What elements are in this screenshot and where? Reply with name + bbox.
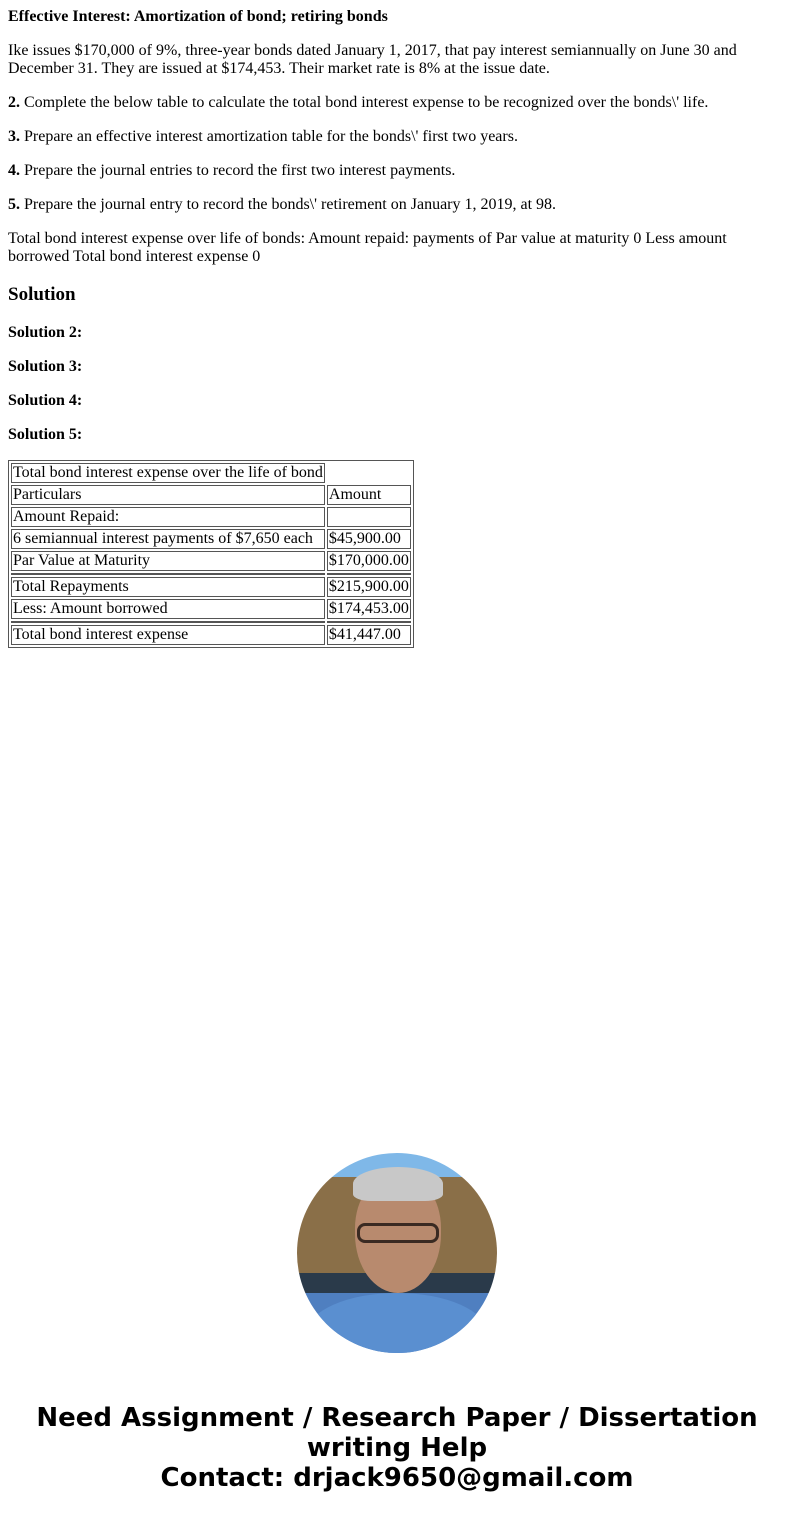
table-row: 6 semiannual interest payments of $7,650 each $45,900.00 [11, 529, 411, 549]
table-header-row: Particulars Amount [11, 485, 411, 505]
solution-2-label: Solution 2: [8, 324, 83, 341]
interest-expense-table [8, 460, 414, 648]
cta-line-1: Need Assignment / Research Paper / Dissertation writing Help [36, 1403, 758, 1463]
question-4: 4. Prepare the journal entries to record the first two interest payments. [8, 162, 456, 179]
solution-4-label: Solution 4: [8, 392, 83, 409]
solution-heading: Solution [8, 284, 76, 305]
intro-paragraph: Ike issues $170,000 of 9%, three-year bonds dated January 1, 2017, that pay interest semiannually on June 30 and December 31. They are issued at $174,453. Their market rate is 8% at the issue date. [8, 42, 737, 77]
solution-3-label: Solution 3: [8, 358, 83, 375]
glasses-icon [357, 1223, 439, 1243]
solution-5-label: Solution 5: [8, 426, 83, 443]
table-row: Total bond interest expense $41,447.00 [11, 625, 411, 645]
table-row: Amount Repaid: [11, 507, 411, 527]
question-3: 3. Prepare an effective interest amortization table for the bonds\' first two years. [8, 128, 518, 145]
table-separator-row [11, 573, 411, 575]
cta-line-2: Contact: drjack9650@gmail.com [160, 1463, 634, 1493]
question-2: 2. Complete the below table to calculate the total bond interest expense to be recognized over the bonds\' life. [8, 94, 709, 111]
table-row: Total Repayments $215,900.00 [13, 578, 409, 595]
contact-banner [8, 1403, 786, 1493]
table-row: Par Value at Maturity $170,000.00 [13, 552, 409, 569]
question-5: 5. Prepare the journal entry to record the bonds\' retirement on January 1, 2019, at 98. [8, 196, 557, 213]
document-title: Effective Interest: Amortization of bond; retiring bonds [8, 8, 388, 25]
author-avatar [297, 1153, 497, 1353]
table-row: Less: Amount borrowed $174,453.00 [13, 600, 409, 617]
table-separator-row [11, 621, 411, 623]
table-caption-row: Total bond interest expense over the life of bond [13, 464, 323, 481]
summary-paragraph: Total bond interest expense over life of bonds: Amount repaid: payments of Par value at maturity 0 Less amount borrowed Total bond interest expense 0 [8, 230, 727, 265]
